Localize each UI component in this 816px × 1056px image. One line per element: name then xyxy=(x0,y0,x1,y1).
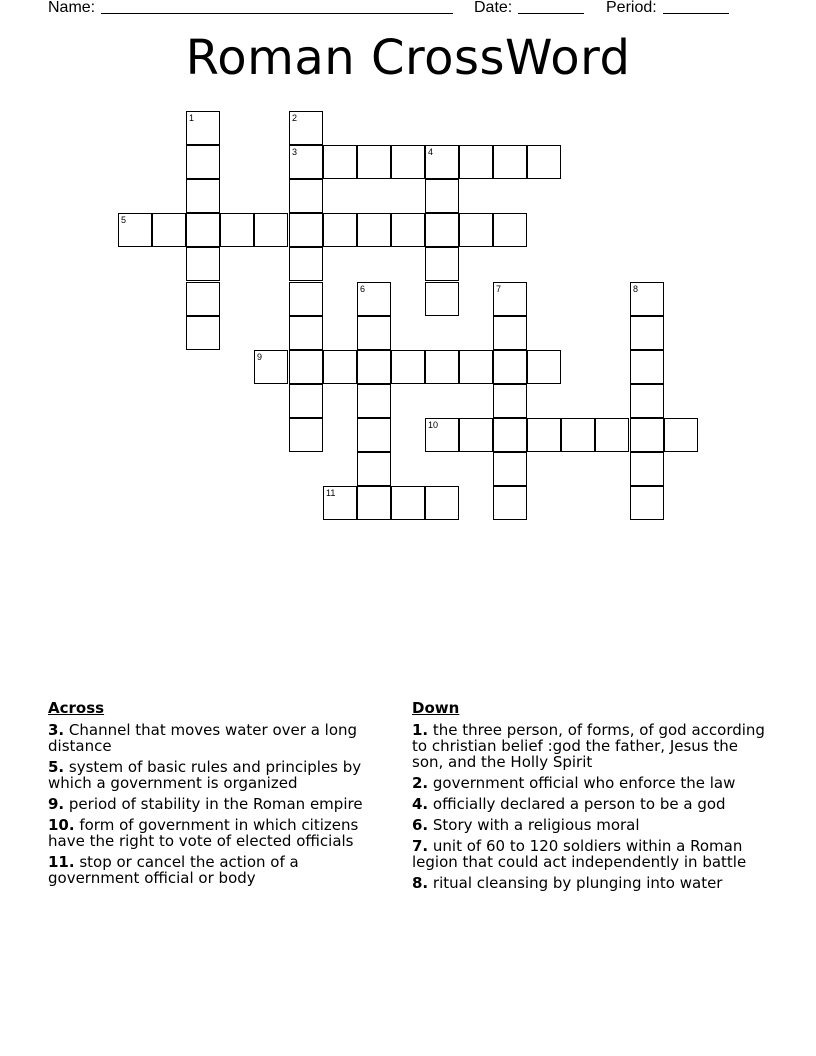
grid-cell[interactable] xyxy=(357,384,391,418)
cell-number: 8 xyxy=(633,284,639,294)
grid-cell[interactable] xyxy=(493,145,527,179)
clue-number: 3. xyxy=(48,721,65,739)
down-clue xyxy=(412,838,772,870)
grid-cell[interactable] xyxy=(459,145,493,179)
grid-cell[interactable] xyxy=(425,145,459,179)
cell-number: 4 xyxy=(428,147,434,157)
grid-cell[interactable] xyxy=(357,452,391,486)
grid-cell[interactable] xyxy=(425,282,459,316)
grid-cell[interactable] xyxy=(493,316,527,350)
grid-cell[interactable] xyxy=(357,486,391,520)
across-clues xyxy=(48,700,393,891)
grid-cell[interactable] xyxy=(493,350,527,384)
across-clue xyxy=(48,759,393,791)
clue-text: Story with a religious moral xyxy=(428,816,640,834)
cell-number: 6 xyxy=(360,284,366,294)
grid-cell[interactable] xyxy=(323,145,357,179)
grid-cell[interactable] xyxy=(357,282,391,316)
grid-cell[interactable] xyxy=(459,418,493,452)
grid-cell[interactable] xyxy=(630,486,664,520)
grid-cell[interactable] xyxy=(289,384,323,418)
across-clue xyxy=(48,817,393,849)
grid-cell[interactable] xyxy=(186,111,220,145)
grid-cell[interactable] xyxy=(289,316,323,350)
across-heading: Across xyxy=(48,699,105,717)
clue-text: stop or cancel the action of a government official or body xyxy=(48,853,299,887)
clue-text: form of government in which citizens have the right to vote of elected officials xyxy=(48,816,359,850)
clue-text: unit of 60 to 120 soldiers within a Roman legion that could act independently in battle xyxy=(412,837,747,871)
grid-cell[interactable] xyxy=(595,418,629,452)
across-clue-list xyxy=(48,722,393,886)
cell-number: 7 xyxy=(496,284,502,294)
grid-cell[interactable] xyxy=(527,145,561,179)
clue-text: system of basic rules and principles by which a government is organized xyxy=(48,758,362,792)
cell-number: 10 xyxy=(428,420,439,430)
clue-text: officially declared a person to be a god xyxy=(428,795,726,813)
clue-number: 9. xyxy=(48,795,65,813)
grid-cell[interactable] xyxy=(186,316,220,350)
period-label: Period: xyxy=(606,0,657,16)
grid-cell[interactable] xyxy=(493,213,527,247)
down-clue-list xyxy=(412,722,772,891)
page-title: Roman CrossWord xyxy=(185,30,631,86)
grid-cell[interactable] xyxy=(493,384,527,418)
across-clue xyxy=(48,796,393,812)
grid-cell[interactable] xyxy=(186,282,220,316)
down-clue xyxy=(412,875,772,891)
date-label: Date: xyxy=(474,0,513,16)
grid-cell[interactable] xyxy=(289,418,323,452)
down-clue xyxy=(412,775,772,791)
grid-cell[interactable] xyxy=(630,316,664,350)
grid-cell[interactable] xyxy=(630,384,664,418)
grid-cell[interactable] xyxy=(323,213,357,247)
grid-cell[interactable] xyxy=(493,418,527,452)
cell-number: 9 xyxy=(257,352,263,362)
grid-cell[interactable] xyxy=(425,213,459,247)
grid-cell[interactable] xyxy=(493,282,527,316)
clue-text: Channel that moves water over a long distance xyxy=(48,721,358,755)
grid-cell[interactable] xyxy=(527,350,561,384)
grid-cell[interactable] xyxy=(186,247,220,281)
clue-number: 8. xyxy=(412,874,429,892)
grid-cell[interactable] xyxy=(289,350,323,384)
grid-cell[interactable] xyxy=(425,486,459,520)
cell-number: 1 xyxy=(189,113,195,123)
grid-cell[interactable] xyxy=(289,111,323,145)
down-clue xyxy=(412,722,772,770)
grid-cell[interactable] xyxy=(630,350,664,384)
grid-cell[interactable] xyxy=(493,486,527,520)
grid-cell[interactable] xyxy=(630,452,664,486)
grid-cell[interactable] xyxy=(391,350,425,384)
down-clue xyxy=(412,817,772,833)
grid-cell[interactable] xyxy=(357,213,391,247)
grid-cell[interactable] xyxy=(630,418,664,452)
cell-number: 3 xyxy=(292,147,298,157)
grid-cell[interactable] xyxy=(186,213,220,247)
grid-cell[interactable] xyxy=(425,418,459,452)
grid-cell[interactable] xyxy=(630,282,664,316)
grid-cell[interactable] xyxy=(289,145,323,179)
cell-number: 11 xyxy=(326,488,336,498)
clue-number: 7. xyxy=(412,837,429,855)
grid-cell[interactable] xyxy=(323,350,357,384)
grid-cell[interactable] xyxy=(323,486,357,520)
clue-text: the three person, of forms, of god according to christian belief :god the father, Jesus the son, and the Holly Spirit xyxy=(412,721,765,771)
grid-cell[interactable] xyxy=(289,213,323,247)
clue-text: government official who enforce the law xyxy=(428,774,736,792)
grid-cell[interactable] xyxy=(118,213,152,247)
clue-number: 6. xyxy=(412,816,429,834)
grid-cell[interactable] xyxy=(220,213,254,247)
grid-cell[interactable] xyxy=(289,179,323,213)
across-clue xyxy=(48,854,393,886)
grid-cell[interactable] xyxy=(254,350,288,384)
grid-cell[interactable] xyxy=(289,247,323,281)
cell-number: 5 xyxy=(121,215,127,225)
clue-number: 11. xyxy=(48,853,75,871)
clue-number: 4. xyxy=(412,795,429,813)
grid-cell[interactable] xyxy=(186,179,220,213)
across-clue xyxy=(48,722,393,754)
clue-number: 10. xyxy=(48,816,75,834)
grid-cell[interactable] xyxy=(425,247,459,281)
name-label: Name: xyxy=(48,0,96,16)
grid-cell[interactable] xyxy=(391,486,425,520)
clue-number: 1. xyxy=(412,721,429,739)
grid-cell[interactable] xyxy=(425,179,459,213)
grid-cell[interactable] xyxy=(357,418,391,452)
grid-cell[interactable] xyxy=(357,350,391,384)
grid-cell[interactable] xyxy=(459,213,493,247)
grid-cell[interactable] xyxy=(459,350,493,384)
grid-cell[interactable] xyxy=(357,316,391,350)
clue-number: 2. xyxy=(412,774,429,792)
grid-cell[interactable] xyxy=(289,282,323,316)
grid-cell[interactable] xyxy=(186,145,220,179)
grid-cell[interactable] xyxy=(391,145,425,179)
grid-cell[interactable] xyxy=(561,418,595,452)
grid-cell[interactable] xyxy=(357,145,391,179)
down-heading: Down xyxy=(412,699,460,717)
grid-cell[interactable] xyxy=(527,418,561,452)
grid-cell[interactable] xyxy=(391,213,425,247)
cell-number: 2 xyxy=(292,113,298,123)
grid-cell[interactable] xyxy=(664,418,698,452)
grid-cell[interactable] xyxy=(152,213,186,247)
down-clues xyxy=(412,700,772,896)
clue-number: 5. xyxy=(48,758,65,776)
grid-cell[interactable] xyxy=(254,213,288,247)
clue-text: ritual cleansing by plunging into water xyxy=(428,874,723,892)
grid-cell[interactable] xyxy=(425,350,459,384)
down-clue xyxy=(412,796,772,812)
grid-cell[interactable] xyxy=(493,452,527,486)
clue-text: period of stability in the Roman empire xyxy=(64,795,363,813)
